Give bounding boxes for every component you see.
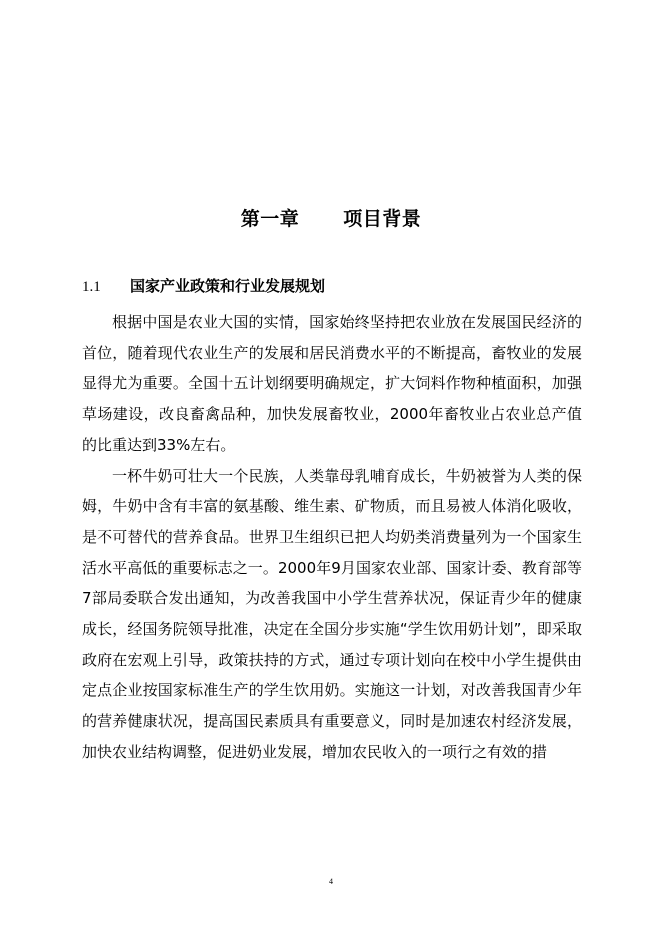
body-text <box>82 307 582 768</box>
paragraph: 一杯牛奶可壮大一个民族，人类靠母乳哺育成长，牛奶被誉为人类的保姆，牛奶中含有丰富的氨基酸、维生素、矿物质，而且易被人体消化吸收，是不可替代的营养食品。世界卫生组织已把人均奶类消费量列为一个国家生活水平高低的重要标志之一。2000年9月国家农业部、国家计委、教育部等7部局委联合发出通知，为改善我国中小学生营养状况，保证青少年的健康成长，经国务院领导批准，决定在全国分步实施“学生饮用奶计划”，即采取政府在宏观上引导，政策扶持的方式，通过专项计划向在校中小学生提供由定点企业按国家标准生产的学生饮用奶。实施这一计划，对改善我国青少年的营养健康状况，提高国民素质具有重要意义，同时是加速农村经济发展，加快农业结构调整，促进奶业发展，增加农民收入的一项行之有效的措 <box>82 466 582 761</box>
section-heading <box>82 275 325 296</box>
section-number: 1.1 <box>82 279 101 295</box>
chapter-number-label: 第一章 <box>240 208 300 230</box>
section-title: 国家产业政策和行业发展规划 <box>130 277 326 295</box>
chapter-title <box>0 204 662 231</box>
paragraph: 根据中国是农业大国的实情，国家始终坚持把农业放在发展国民经济的首位，随着现代农业生产的发展和居民消费水平的不断提高，畜牧业的发展显得尤为重要。全国十五计划纲要明确规定，扩大饲料作物种植面积，加强草场建设，改良畜禽品种，加快发展畜牧业，2000年畜牧业占农业总产值的比重达到33%左右。 <box>82 313 582 454</box>
chapter-title-text: 项目背景 <box>343 208 422 230</box>
page-number: 4 <box>329 877 333 886</box>
